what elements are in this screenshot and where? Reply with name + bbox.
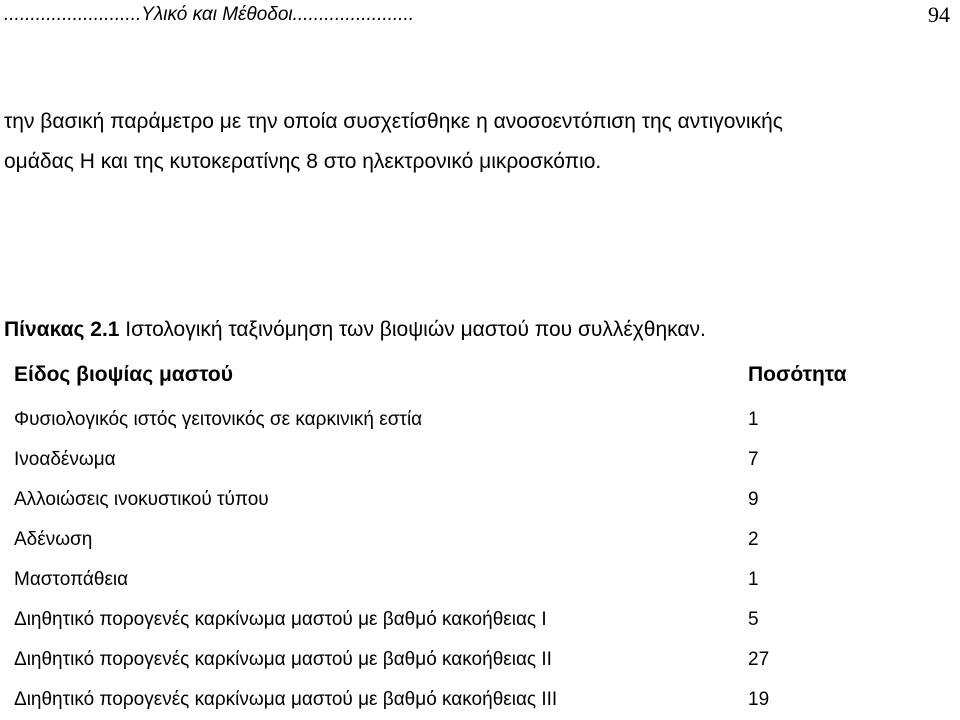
biopsy-table — [4, 354, 870, 720]
running-title: ..........................Υλικό και Μέθοδοι....................... — [4, 4, 415, 25]
table-caption-label: Πίνακας 2.1 — [4, 318, 120, 341]
table-caption-text: Ιστολογική ταξινόμηση των βιοψιών μαστού που συλλέχθηκαν. — [119, 318, 706, 341]
table-caption — [4, 318, 706, 342]
quantity-cell: 7 — [748, 449, 759, 470]
page-number: 94 — [928, 2, 950, 27]
biopsy-type-cell: Ινοαδένωμα — [14, 449, 116, 470]
page-header — [0, 0, 960, 30]
quantity-cell: 1 — [748, 569, 759, 590]
table-row — [4, 396, 870, 440]
table-row — [4, 440, 870, 480]
quantity-cell: 2 — [748, 529, 759, 550]
biopsy-type-cell: Αδένωση — [14, 529, 93, 550]
table-header-row — [4, 354, 870, 396]
biopsy-type-cell: Αλλοιώσεις ινοκυστικού τύπου — [14, 489, 269, 510]
quantity-cell: 1 — [748, 409, 759, 430]
body-text-line-1: την βασική παράμετρο με την οποία συσχετίσθηκε η ανοσοεντόπιση της αντιγονικής — [4, 110, 783, 133]
biopsy-type-cell: Φυσιολογικός ιστός γειτονικός σε καρκινική εστία — [14, 409, 423, 430]
table-row — [4, 600, 870, 640]
biopsy-type-cell: Μαστοπάθεια — [14, 569, 129, 590]
quantity-cell: 9 — [748, 489, 759, 510]
table-row — [4, 560, 870, 600]
biopsy-type-cell: Διηθητικό πορογενές καρκίνωμα μαστού με βαθμό κακοήθειας ΙΙ — [14, 649, 552, 670]
header-quantity: Ποσότητα — [748, 363, 847, 386]
table-row — [4, 640, 870, 680]
table-row — [4, 480, 870, 520]
quantity-cell: 19 — [748, 689, 770, 710]
quantity-cell: 27 — [748, 649, 770, 670]
header-biopsy-type: Είδος βιοψίας μαστού — [14, 363, 233, 386]
body-text-line-2: ομάδας Η και της κυτοκερατίνης 8 στο ηλεκτρονικό μικροσκόπιο. — [4, 150, 602, 173]
biopsy-type-cell: Διηθητικό πορογενές καρκίνωμα μαστού με βαθμό κακοήθειας ΙΙΙ — [14, 689, 558, 710]
quantity-cell: 5 — [748, 609, 759, 630]
table-row — [4, 520, 870, 560]
biopsy-type-cell: Διηθητικό πορογενές καρκίνωμα μαστού με βαθμό κακοήθειας Ι — [14, 609, 547, 630]
table-row — [4, 680, 870, 720]
